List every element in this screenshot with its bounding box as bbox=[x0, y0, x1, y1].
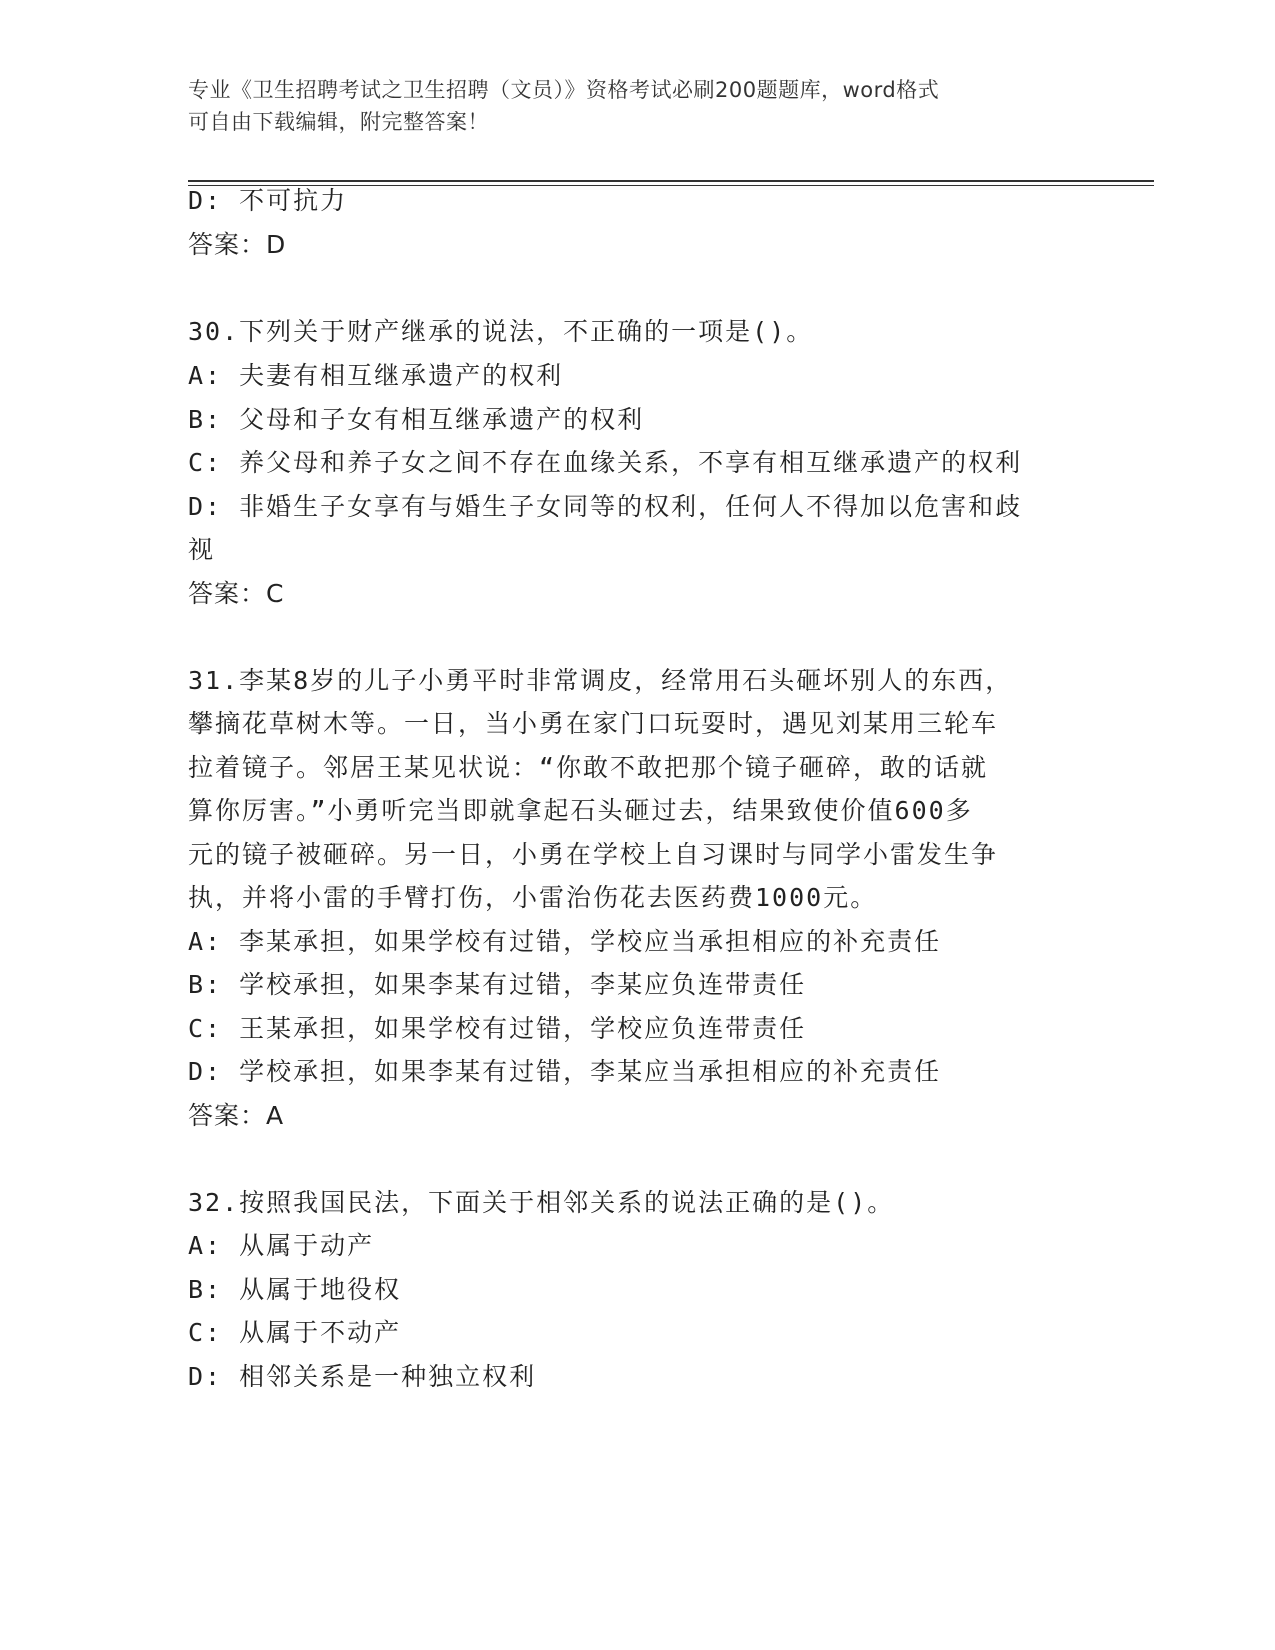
q30-option-a: A: 夫妻有相互继承遗产的权利 bbox=[188, 361, 564, 390]
q31-stem-line-6: 执，并将小雷的手臂打伤，小雷治伤花去医药费1000元。 bbox=[188, 883, 878, 912]
prev-option-d: D: 不可抗力 bbox=[188, 186, 348, 215]
q30-option-c: C: 养父母和养子女之间不存在血缘关系，不享有相互继承遗产的权利 bbox=[188, 448, 1023, 477]
q31-option-c: C: 王某承担，如果学校有过错，学校应负连带责任 bbox=[188, 1014, 807, 1043]
q31-answer: 答案：A bbox=[188, 1101, 285, 1130]
q31-option-b: B: 学校承担，如果李某有过错，李某应负连带责任 bbox=[188, 970, 807, 999]
prev-answer: 答案：D bbox=[188, 230, 287, 259]
q30-option-d-line-2: 视 bbox=[188, 535, 216, 564]
q30-answer: 答案：C bbox=[188, 579, 285, 608]
document-header bbox=[188, 74, 1088, 138]
q30-stem: 30.下列关于财产继承的说法，不正确的一项是()。 bbox=[188, 317, 814, 346]
q32-option-b: B: 从属于地役权 bbox=[188, 1275, 402, 1304]
q31-stem-line-3: 拉着镜子。邻居王某见状说：“你敢不敢把那个镜子砸碎，敢的话就 bbox=[188, 753, 989, 782]
q32-option-d: D: 相邻关系是一种独立权利 bbox=[188, 1362, 537, 1391]
header-line-2: 可自由下载编辑，附完整答案！ bbox=[188, 110, 489, 134]
q31-stem-line-4: 算你厉害。”小勇听完当即就拿起石头砸过去，结果致使价值600多 bbox=[188, 796, 973, 825]
header-divider-thick bbox=[188, 180, 1154, 182]
header-line-1: 专业《卫生招聘考试之卫生招聘（文员）》资格考试必刷200题题库，word格式 bbox=[188, 78, 940, 102]
q31-stem-line-5: 元的镜子被砸碎。另一日，小勇在学校上自习课时与同学小雷发生争 bbox=[188, 840, 999, 869]
q31-stem-line-1: 31.李某8岁的儿子小勇平时非常调皮，经常用石头砸坏别人的东西， bbox=[188, 666, 1013, 695]
q30-option-d-line-1: D: 非婚生子女享有与婚生子女同等的权利，任何人不得加以危害和歧 bbox=[188, 492, 1023, 521]
q30-option-b: B: 父母和子女有相互继承遗产的权利 bbox=[188, 405, 645, 434]
q32-stem: 32.按照我国民法，下面关于相邻关系的说法正确的是()。 bbox=[188, 1188, 895, 1217]
q31-option-d: D: 学校承担，如果李某有过错，李某应当承担相应的补充责任 bbox=[188, 1057, 942, 1086]
q31-stem-line-2: 攀摘花草树木等。一日，当小勇在家门口玩耍时，遇见刘某用三轮车 bbox=[188, 709, 999, 738]
q32-option-a: A: 从属于动产 bbox=[188, 1231, 375, 1260]
q32-option-c: C: 从属于不动产 bbox=[188, 1318, 402, 1347]
q31-option-a: A: 李某承担，如果学校有过错，学校应当承担相应的补充责任 bbox=[188, 927, 942, 956]
